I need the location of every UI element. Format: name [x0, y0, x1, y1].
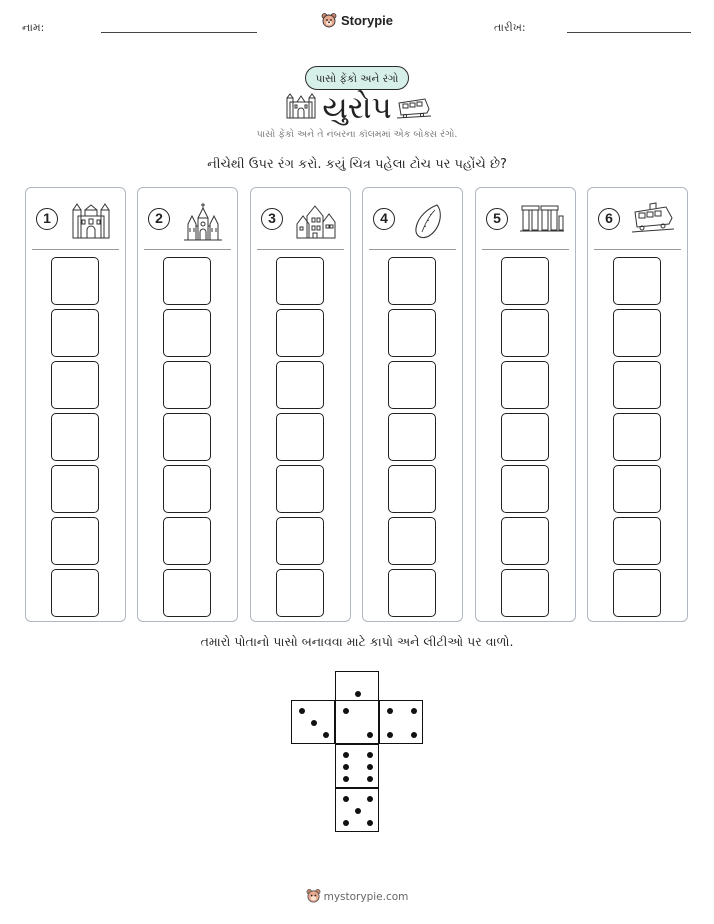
column-6 — [587, 187, 688, 622]
die-pip — [343, 776, 349, 782]
column-divider — [32, 249, 119, 250]
cathedral-icon — [182, 202, 224, 240]
color-box[interactable] — [51, 517, 99, 565]
die-pip — [367, 776, 373, 782]
color-box[interactable] — [276, 257, 324, 305]
brand-logo — [0, 12, 714, 31]
color-box[interactable] — [613, 309, 661, 357]
color-box[interactable] — [388, 569, 436, 617]
die-face — [291, 700, 335, 744]
color-box[interactable] — [388, 257, 436, 305]
die-pip — [311, 720, 317, 726]
footer-bear-icon — [306, 888, 321, 906]
color-box[interactable] — [613, 517, 661, 565]
die-pip — [367, 732, 373, 738]
village-houses-icon — [295, 202, 337, 240]
column-number: 2 — [148, 208, 170, 230]
die-pip — [343, 820, 349, 826]
color-box[interactable] — [501, 569, 549, 617]
color-box[interactable] — [163, 465, 211, 513]
column-5 — [475, 187, 576, 622]
die-pip — [367, 796, 373, 802]
color-box[interactable] — [613, 361, 661, 409]
color-box[interactable] — [501, 361, 549, 409]
activity-badge: પાસો ફેંકો અને રંગો — [305, 66, 409, 90]
column-divider — [369, 249, 456, 250]
die-pip — [343, 764, 349, 770]
color-box[interactable] — [613, 465, 661, 513]
almond-icon — [407, 202, 449, 240]
die-pip — [367, 820, 373, 826]
color-box[interactable] — [51, 465, 99, 513]
color-box[interactable] — [613, 413, 661, 461]
color-box[interactable] — [388, 413, 436, 461]
footer — [0, 888, 714, 906]
die-pip — [367, 764, 373, 770]
date-label: તારીખ: — [494, 21, 526, 34]
color-box[interactable] — [276, 309, 324, 357]
color-box[interactable] — [501, 257, 549, 305]
color-box[interactable] — [501, 413, 549, 461]
color-box[interactable] — [51, 257, 99, 305]
die-pip — [355, 691, 361, 697]
color-box[interactable] — [501, 465, 549, 513]
date-line — [567, 32, 691, 33]
die-pip — [343, 708, 349, 714]
column-3 — [250, 187, 351, 622]
die-pip — [343, 796, 349, 802]
color-box[interactable] — [163, 309, 211, 357]
die-pip — [343, 752, 349, 758]
die-pip — [387, 732, 393, 738]
color-box[interactable] — [501, 517, 549, 565]
column-1 — [25, 187, 126, 622]
column-divider — [144, 249, 231, 250]
color-box[interactable] — [276, 569, 324, 617]
color-box[interactable] — [163, 517, 211, 565]
color-box[interactable] — [51, 413, 99, 461]
die-pip — [355, 808, 361, 814]
page-title: યુરોપ — [322, 90, 392, 126]
column-number: 6 — [598, 208, 620, 230]
die-pip — [299, 708, 305, 714]
color-box[interactable] — [51, 569, 99, 617]
color-box[interactable] — [163, 361, 211, 409]
die-pip — [411, 732, 417, 738]
stonehenge-icon — [520, 202, 562, 240]
color-box[interactable] — [613, 569, 661, 617]
cut-instruction: તમારો પોતાનો પાસો બનાવવા માટે કાપો અને લીટીઓ પર વાળો. — [200, 634, 514, 649]
color-box[interactable] — [276, 361, 324, 409]
name-line — [101, 32, 257, 33]
color-box[interactable] — [613, 257, 661, 305]
die-face — [335, 788, 379, 832]
column-number: 5 — [486, 208, 508, 230]
color-box[interactable] — [276, 413, 324, 461]
die-pip — [367, 752, 373, 758]
tram-title-icon — [397, 97, 431, 123]
color-box[interactable] — [51, 361, 99, 409]
color-box[interactable] — [163, 257, 211, 305]
die-pip — [411, 708, 417, 714]
bear-icon — [321, 12, 337, 31]
color-box[interactable] — [501, 309, 549, 357]
column-divider — [482, 249, 569, 250]
instruction-text: નીચેથી ઉપર રંગ કરો. કયું ચિત્ર પહેલા ટોચ પર પહોંચે છે? — [207, 157, 507, 172]
color-box[interactable] — [388, 517, 436, 565]
color-box[interactable] — [276, 465, 324, 513]
color-box[interactable] — [276, 517, 324, 565]
color-box[interactable] — [51, 309, 99, 357]
color-box[interactable] — [163, 569, 211, 617]
die-face — [335, 744, 379, 788]
footer-url: mystorypie.com — [323, 891, 409, 903]
column-divider — [257, 249, 344, 250]
column-divider — [594, 249, 681, 250]
color-box[interactable] — [388, 465, 436, 513]
castle-icon — [70, 202, 112, 240]
column-number: 1 — [36, 208, 58, 230]
page-subtitle: પાસો ફેંકો અને તે નંબરના કૉલમમાં એક બોક્સ રંગો. — [256, 129, 458, 140]
die-pip — [323, 732, 329, 738]
tram-icon — [632, 202, 674, 240]
color-box[interactable] — [388, 361, 436, 409]
die-face — [379, 700, 423, 744]
column-number: 3 — [261, 208, 283, 230]
column-number: 4 — [373, 208, 395, 230]
die-face — [335, 700, 379, 744]
name-label: નામ: — [22, 21, 45, 34]
die-pip — [387, 708, 393, 714]
brand-name: Storypie — [340, 12, 393, 28]
column-4 — [362, 187, 463, 622]
color-box[interactable] — [163, 413, 211, 461]
column-2 — [137, 187, 238, 622]
color-box[interactable] — [388, 309, 436, 357]
